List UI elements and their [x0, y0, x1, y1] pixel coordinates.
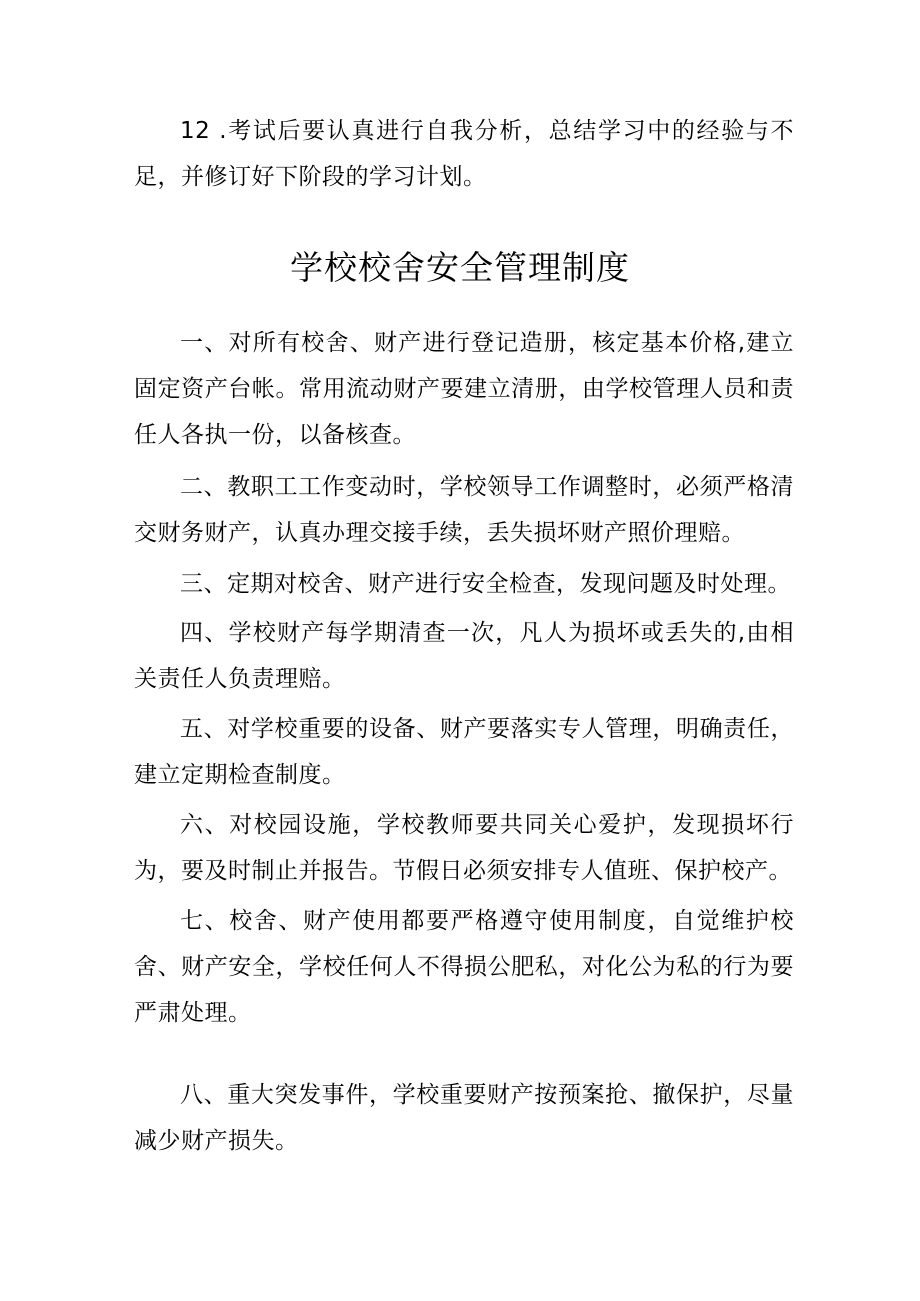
- rule-5-paragraph: 五、对学校重要的设备、财产要落实专人管理，明确责任，建立定期检查制度。: [134, 716, 794, 788]
- rule-8-paragraph: 八、重大突发事件，学校重要财产按预案抢、撤保护，尽量减少财产损失。: [134, 1082, 794, 1154]
- rule-3-paragraph: 三、定期对校舍、财产进行安全检查，发现问题及时处理。: [180, 571, 791, 597]
- rule-4-paragraph: 四、学校财产每学期清查一次，凡人为损坏或丢失的,由相关责任人负责理赔。: [134, 620, 794, 692]
- rule-7-paragraph: 七、校舍、财产使用都要严格遵守使用制度，自觉维护校舍、财产安全，学校任何人不得损公肥私，对化公为私的行为要严肃处理。: [134, 908, 794, 1026]
- rule-1-paragraph: 一、对所有校舍、财产进行登记造册，核定基本价格,建立固定资产台帐。常用流动财产要建立清册，由学校管理人员和责任人各执一份，以备核查。: [134, 330, 794, 448]
- rule-2-paragraph: 二、教职工工作变动时，学校领导工作调整时，必须严格清交财务财产，认真办理交接手续，丢失损坏财产照价理赔。: [134, 474, 794, 546]
- document-title: 学校校舍安全管理制度: [290, 248, 630, 287]
- rule-6-paragraph: 六、对校园设施，学校教师要共同关心爱护，发现损坏行为，要及时制止并报告。节假日必须安排专人值班、保护校产。: [134, 812, 794, 884]
- intro-paragraph: 12 .考试后要认真进行自我分析，总结学习中的经验与不足，并修订好下阶段的学习计划。: [134, 118, 794, 190]
